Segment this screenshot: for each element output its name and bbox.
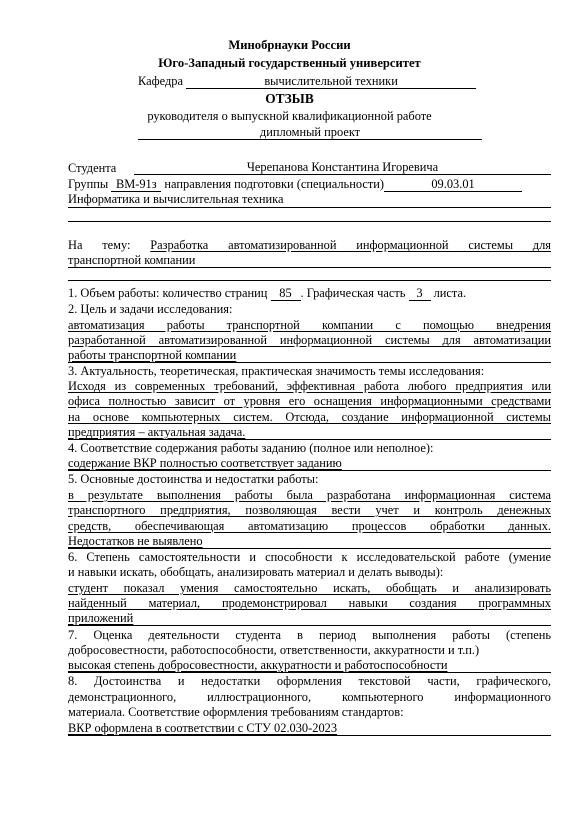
sheets-count: 3 [409, 287, 431, 301]
item1-row [68, 286, 551, 301]
student-name: Черепанова Константина Игоревича [134, 161, 551, 175]
item5-line2: транспортного предприятия, позволяющая вести учет и контроль денежных [68, 503, 551, 517]
item8-answer: ВКР оформлена в соответствии с СТУ 02.030-2023 [68, 721, 338, 735]
item2-line3: работы транспортной компании [68, 348, 237, 362]
item3-line3: на основе компьютерных систем. Отсюда, создание информационной системы [68, 410, 551, 424]
item4-title: 4. Соответствие содержания работы заданию (полное или неполное): [68, 441, 434, 455]
item1-sheets-label: листа. [430, 286, 467, 300]
item1-label: 1. Объем работы: количество страниц [68, 286, 271, 300]
item5-line1: в результате выполнения работы была разработана информационная система [68, 488, 551, 502]
underline [68, 439, 551, 440]
university-title: Юго-Западный государственный университет [158, 56, 421, 70]
ministry-title: Минобрнауки России [228, 38, 351, 52]
topic-line2: транспортной компании [68, 253, 196, 267]
group-label: Группы [68, 177, 112, 191]
item6-line1: студент показал умения самостоятельно искать, обобщать и анализировать [68, 581, 551, 595]
underline [68, 735, 551, 736]
underline [68, 207, 551, 208]
item3-title: 3. Актуальность, теоретическая, практическая значимость темы исследования: [68, 364, 485, 378]
pages-count: 85 [271, 287, 301, 301]
item7-title1: 7. Оценка деятельности студента в период выполнения работы (степень [68, 628, 551, 642]
topic-line1 [68, 238, 551, 253]
topic-label: На тему: [68, 238, 131, 252]
item2-line2: разработанной автоматизированной информационной системы для автоматизации [68, 333, 551, 347]
group-row [68, 177, 551, 192]
underline [68, 267, 551, 268]
item8-title3: материала. Соответствие оформления требованиям стандартов: [68, 705, 404, 719]
item2-title: 2. Цель и задачи исследования: [68, 302, 233, 316]
direction-name: Информатика и вычислительная техника [68, 192, 284, 206]
underline [68, 625, 551, 626]
item5-title: 5. Основные достоинства и недостатки работы: [68, 472, 319, 486]
item6-line3: приложений [68, 611, 134, 625]
item6-line2: найденный материал, продемонстрировал навыки создания программных [68, 596, 551, 610]
group-value: ВМ-91з [111, 178, 161, 192]
item7-answer: высокая степень добросовестности, аккуратности и работоспособности [68, 658, 448, 672]
item1-graphic-label: . Графическая часть [300, 286, 409, 300]
work-type: дипломный проект [138, 126, 482, 140]
item5-line4: Недостатков не выявлено [68, 534, 203, 548]
work-type-row [138, 125, 482, 140]
underline [68, 672, 551, 673]
direction-label: направления подготовки (специальности) [164, 177, 385, 191]
underline [68, 470, 551, 471]
item8-title1: 8. Достоинства и недостатки оформления текстовой части, графического, [68, 674, 551, 688]
doc-title: ОТЗЫВ [265, 91, 314, 106]
underline [68, 548, 551, 549]
doc-subtitle: руководителя о выпускной квалификационной работе [147, 109, 432, 123]
underline [68, 362, 551, 363]
student-row [68, 161, 551, 176]
item4-answer: содержание ВКР полностью соответствует заданию [68, 456, 342, 470]
topic-text: Разработка автоматизированной информационной системы для [150, 238, 551, 252]
item3-line2: офиса полностью зависит от уровня его оснащения информационными средствами [68, 394, 551, 408]
item7-title2: добросовестности, работоспособности, ответственности, аккуратности и т.п.) [68, 643, 480, 657]
direction-code: 09.03.01 [384, 178, 522, 192]
item8-title2: демонстрационного, иллюстрационного, компьютерного информационного [68, 690, 551, 704]
department-value: вычислительной техники [186, 75, 476, 89]
underline [68, 221, 551, 222]
item3-line4: предприятия – актуальная задача. [68, 425, 246, 439]
item5-line3: средств, обеспечивающая автоматизацию процессов обработки данных. [68, 519, 551, 533]
department-row [138, 74, 476, 89]
item2-line1: автоматизация работы транспортной компании с помощью внедрения [68, 318, 551, 332]
underline [68, 280, 551, 281]
item3-line1: Исходя из современных требований, эффективная работа любого предприятия или [68, 379, 551, 393]
student-label: Студента [68, 161, 117, 175]
item6-title1: 6. Степень самостоятельности и способности к исследовательской работе (умение [68, 550, 551, 564]
item6-title2: и навыки искать, обобщать, анализировать материал и делать выводы): [68, 565, 444, 579]
department-label: Кафедра [138, 74, 183, 88]
